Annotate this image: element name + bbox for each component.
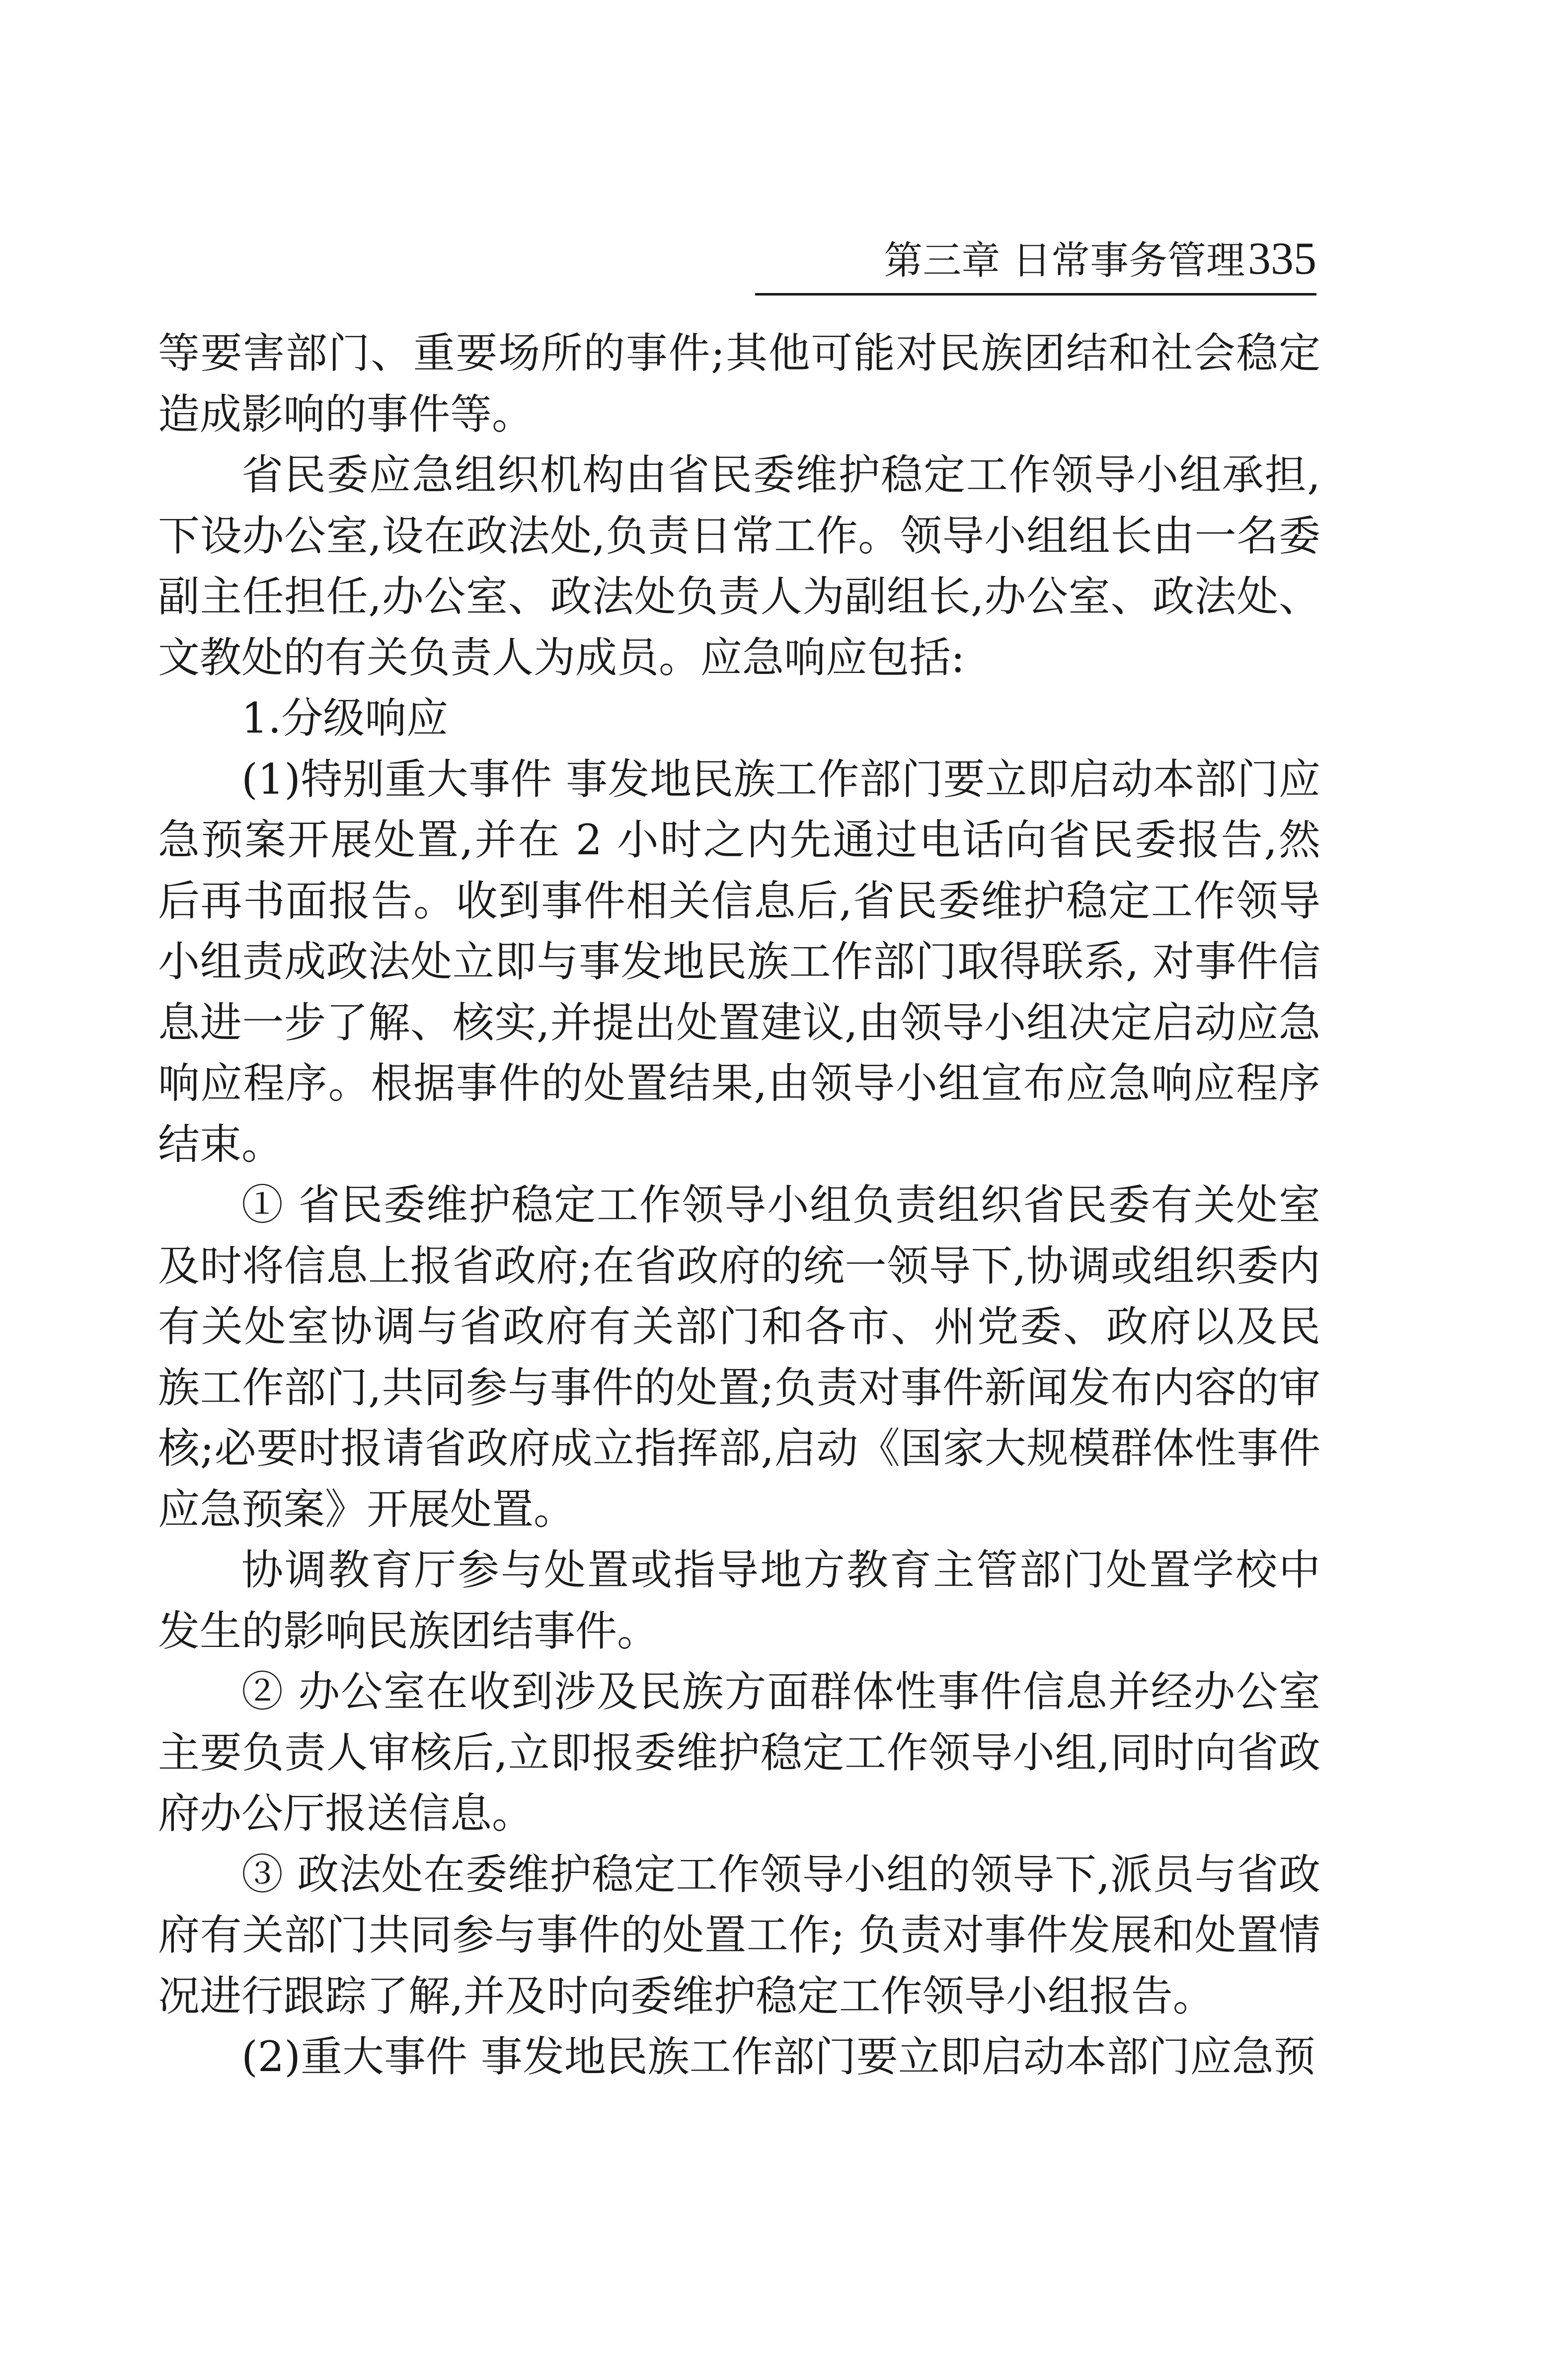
running-header (755, 228, 1316, 296)
body-text (158, 323, 1320, 2087)
paragraph: ③ 政法处在委维护稳定工作领导小组的领导下,派员与省政府有关部门共同参与事件的处置工作; 负责对事件发展和处置情况进行跟踪了解,并及时向委维护稳定工作领导小组报告。 (158, 1850, 1320, 2020)
paragraph: ① 省民委维护稳定工作领导小组负责组织省民委有关处室及时将信息上报省政府;在省政府的统一领导下,协调或组织委内有关处室协调与省政府有关部门和各市、州党委、政府以及民族工作部门,共同参与事件的处置;负责对事件新闻发布内容的审核;必要时报请省政府成立指挥部,启动《国家大规模群体性事件应急预案》开展处置。 (158, 1181, 1320, 1534)
chapter-title: 第三章 日常事务管理 (884, 238, 1245, 283)
paragraph: ② 办公室在收到涉及民族方面群体性事件信息并经办公室主要负责人审核后,立即报委维护稳定工作领导小组,同时向省政府办公厅报送信息。 (158, 1667, 1320, 1838)
paragraph: (2)重大事件 事发地民族工作部门要立即启动本部门应急预 (241, 2032, 1315, 2081)
paragraph: (1)特别重大事件 事发地民族工作部门要立即启动本部门应急预案开展处置,并在 2 小时之内先通过电话向省民委报告,然后再书面报告。收到事件相关信息后,省民委维护稳定工作领导小组责成政法处立即与事发地民族工作部门取得联系, 对事件信息进一步了解、核实,并提出处置建议,由领导小组决定启动应急响应程序。根据事件的处置结果,由领导小组宣布应急响应程序结束。 (158, 754, 1320, 1169)
paragraph: 等要害部门、重要场所的事件;其他可能对民族团结和社会稳定造成影响的事件等。 (158, 329, 1320, 439)
page-number: 335 (1248, 233, 1316, 284)
section-heading: 1.分级响应 (241, 694, 449, 743)
paragraph: 协调教育厅参与处置或指导地方教育主管部门处置学校中发生的影响民族团结事件。 (158, 1546, 1320, 1655)
paragraph: 省民委应急组织机构由省民委维护稳定工作领导小组承担,下设办公室,设在政法处,负责日常工作。领导小组组长由一名委副主任担任,办公室、政法处负责人为副组长,办公室、政法处、文教处的有关负责人为成员。应急响应包括: (158, 450, 1320, 682)
